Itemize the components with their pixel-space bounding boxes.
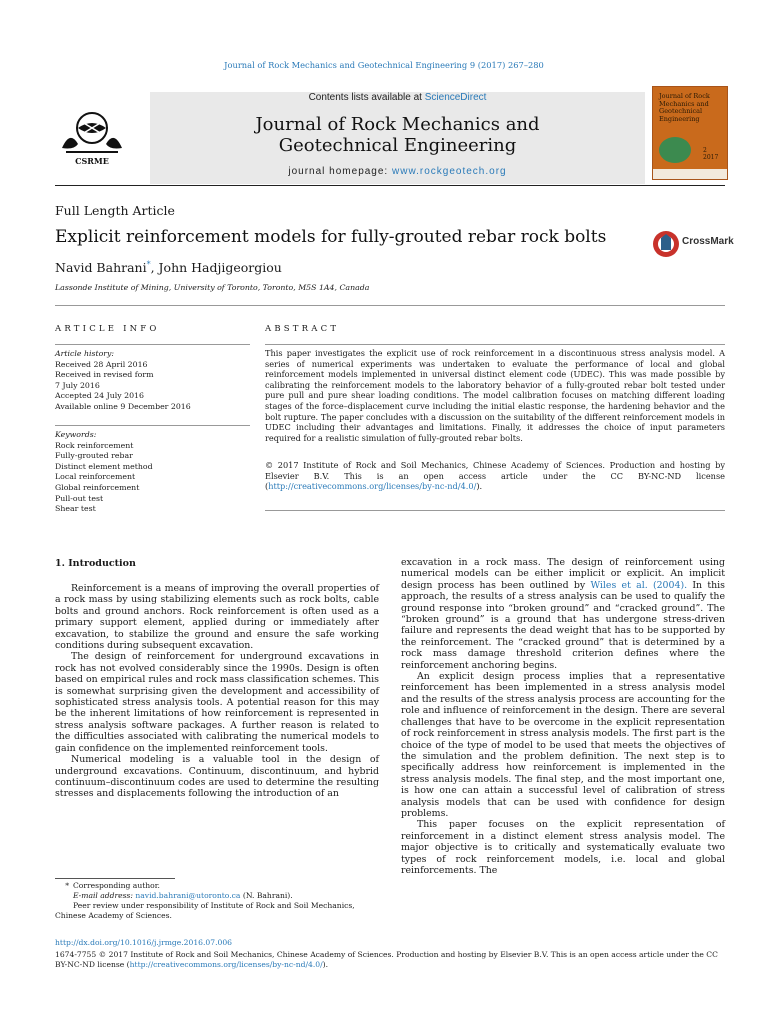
paragraph-text: excavation in a rock mass. The design of reinforcement using numerical models can be either implicit or explicit. An implicit design process has been outlined by (401, 557, 725, 591)
article-info-rule (55, 344, 250, 345)
keyword-item[interactable]: Fully-grouted rebar (55, 451, 133, 461)
contents-availability (150, 92, 645, 103)
logo-text: CSRME (75, 156, 109, 166)
history-item: Available online 9 December 2016 (55, 401, 191, 411)
footnote-peer-review: Peer review under responsibility of Institute of Rock and Soil Mechanics, Chinese Academy of Sciences. (55, 901, 355, 920)
journal-title-line2: Geotechnical Engineering (278, 135, 517, 156)
abstract-heading: ABSTRACT (265, 324, 340, 334)
keywords-label: Keywords: (55, 430, 97, 439)
paragraph: The design of reinforcement for underground excavations in rock has not evolved considerably since the 1990s. Design is often based on empirical rules and rock mass classification schemes. This is somewhat surprising given the development and accessibility of sophisticated stress analysis tools. A potential reason for this may be the inherent limitations of how reinforcement is represented in stress analysis software packages. A further reason is related to the difficulties associated with calibrating the numerical models to gain confidence on the implemented reinforcement tools. (55, 651, 379, 754)
body-column-left (55, 583, 379, 800)
article-history (55, 349, 250, 413)
article-info-heading: ARTICLE INFO (55, 324, 160, 334)
email-name: (N. Bahrani). (240, 891, 293, 900)
cover-issue-number: 2 (703, 147, 707, 154)
journal-reference[interactable]: Journal of Rock Mechanics and Geotechnical Engineering 9 (2017) 267–280 (224, 60, 544, 70)
journal-homepage (150, 166, 645, 177)
cover-issue (703, 147, 718, 161)
issn-license-close: ). (322, 960, 329, 969)
keyword-item[interactable]: Pull-out test (55, 493, 104, 503)
article-type: Full Length Article (55, 203, 175, 218)
footnote-text: Corresponding author. (73, 881, 160, 890)
issn-license-link[interactable]: http://creativecommons.org/licenses/by-nc-nd/4.0/ (129, 960, 323, 969)
sciencedirect-link[interactable]: ScienceDirect (424, 92, 487, 103)
abstract-license-close: ). (476, 481, 483, 492)
history-item: Accepted 24 July 2016 (55, 391, 144, 401)
society-emblem-icon (52, 100, 132, 170)
abstract-bottom-rule (265, 510, 725, 511)
contents-prefix: Contents lists available at (308, 92, 425, 103)
footnote-star: * (65, 881, 69, 890)
abstract-copyright (265, 460, 725, 492)
affiliation: Lassonde Institute of Mining, University of Toronto, Toronto, M5S 1A4, Canada (55, 283, 370, 292)
header-rule (55, 185, 725, 186)
history-item: Received in revised form (55, 370, 154, 380)
article-title: Explicit reinforcement models for fully-grouted rebar rock bolts (55, 227, 607, 247)
author-bahrani[interactable]: Navid Bahrani (55, 260, 147, 276)
journal-title-line1: Journal of Rock Mechanics and (255, 114, 540, 135)
cover-barcode-strip (653, 169, 727, 179)
paragraph (401, 557, 725, 671)
paragraph-text: In this approach, the results of a stress analysis can be used to qualify the ground response into “broken ground” and “cracked ground”. The “broken ground” is a ground that has undergone stress-driven failure and represents the dead weight that has to be supported by the reinforcement. The “cracked ground” that is determined by a rock mass damage threshold criterion defines where the reinforcement anchoring begins. (401, 579, 725, 671)
journal-title (150, 114, 645, 156)
cover-year: 2017 (703, 154, 719, 161)
abstract-copyright-text: © 2017 Institute of Rock and Soil Mechanics, Chinese Academy of Sciences. Production and hosting by Elsevier B.V. This is an open access article under the CC BY-NC-ND license ( (265, 460, 725, 492)
keyword-item[interactable]: Shear test (55, 504, 96, 514)
paragraph: Numerical modeling is a valuable tool in the design of underground excavations. Continuum, discontinuum, and hybrid continuum–discontinuum codes are used to determine the resulting stresses and displacements following the introduction of an (55, 754, 379, 800)
title-rule (55, 305, 725, 306)
footnote-rule (55, 878, 175, 879)
issn-copyright (55, 950, 725, 970)
abstract-body: This paper investigates the explicit use of rock reinforcement in a discontinuous stress analysis model. A series of numerical experiments was undertaken to evaluate the performance of local and global reinforcement models implemented in universal distinct element code (UDEC). This was made possible by calibrating the reinforcement models to the laboratory behavior of a fully-grouted rebar bolt tested under pure pull and pure shear loading conditions. The model calibration focuses on matching different loading stages of the force–displacement curve including the initial elastic response, the hardening behavior and the bolt rupture. The paper concludes with a discussion on the suitability of the different reinforcement models in UDEC including their advantages and limitations. Finally, it addresses the choice of input parameters required for a realistic simulation of fully-grouted rebar bolts. (265, 348, 725, 443)
email-link[interactable]: navid.bahrani@utoronto.ca (135, 891, 241, 900)
abstract-rule (265, 344, 725, 345)
history-item: Received 28 April 2016 (55, 359, 148, 369)
history-label: Article history: (55, 349, 115, 358)
doi-link[interactable]: http://dx.doi.org/10.1016/j.jrmge.2016.07.006 (55, 938, 232, 947)
paragraph: Reinforcement is a means of improving the overall properties of a rock mass by using stabilizing elements such as rock bolts, cable bolts and ground anchors. Rock reinforcement is often used as a primary support element, applied during or immediately after excavation, to stabilize the ground and ensure the safe working conditions during subsequent excavation. (55, 583, 379, 652)
csrme-logo (52, 100, 132, 170)
issn-text: 1674-7755 © 2017 Institute of Rock and Soil Mechanics, Chinese Academy of Sciences. Production and hosting by Elsevier B.V. This is an open access article under the CC BY-NC-ND license ( (55, 950, 718, 969)
footnote-email (55, 891, 379, 901)
paragraph: An explicit design process implies that a representative reinforcement has been implemented in a stress analysis model and the results of the stress analysis process are accounting for the role and influence of reinforcement in the design. There are several challenges that have to be overcome in the explicit representation of rock reinforcement in stress analysis models. The first part is the choice of the type of model to be used that meets the objectives of the simulation and the problem definition. The next step is to specifically address how reinforcement is implemented in the stress analysis models. The final step, and the most important one, is how one can attain a successful level of calibration of stress analysis models that can be used with confidence for design problems. (401, 671, 725, 819)
homepage-prefix: journal homepage: (288, 166, 392, 177)
keyword-item[interactable]: Rock reinforcement (55, 440, 134, 450)
keyword-item[interactable]: Global reinforcement (55, 482, 140, 492)
history-item: 7 July 2016 (55, 380, 100, 390)
homepage-link[interactable]: www.rockgeotech.org (392, 166, 507, 177)
author-list (55, 260, 282, 275)
footnotes (55, 881, 379, 921)
footnote-corresponding (55, 881, 379, 891)
cover-image (659, 137, 691, 163)
body-column-right (401, 557, 725, 876)
author-hadjigeorgiou[interactable]: John Hadjigeorgiou (158, 260, 282, 276)
cover-title: Journal of Rock Mechanics and Geotechnical Engineering (659, 92, 710, 123)
keywords-rule (55, 425, 250, 426)
crossmark-label[interactable]: CrossMark (682, 236, 734, 247)
keyword-item[interactable]: Distinct element method (55, 461, 153, 471)
abstract-license-link[interactable]: http://creativecommons.org/licenses/by-nc-nd/4.0/ (268, 481, 477, 492)
keyword-item[interactable]: Local reinforcement (55, 472, 136, 482)
journal-cover-thumbnail[interactable] (652, 86, 728, 180)
section-heading-introduction: 1. Introduction (55, 558, 136, 569)
paragraph: This paper focuses on the explicit representation of reinforcement in a distinct element stress analysis model. The major objective is to critically and systematically evaluate two types of rock reinforcement models, i.e. local and global reinforcements. The (401, 819, 725, 876)
corresponding-author-mark[interactable]: * (146, 260, 151, 269)
author-separator: , (150, 260, 159, 276)
email-label: E-mail address: (73, 891, 136, 900)
crossmark-icon (652, 228, 682, 260)
keywords (55, 430, 250, 515)
citation-link[interactable]: Wiles et al. (2004). (590, 579, 688, 591)
